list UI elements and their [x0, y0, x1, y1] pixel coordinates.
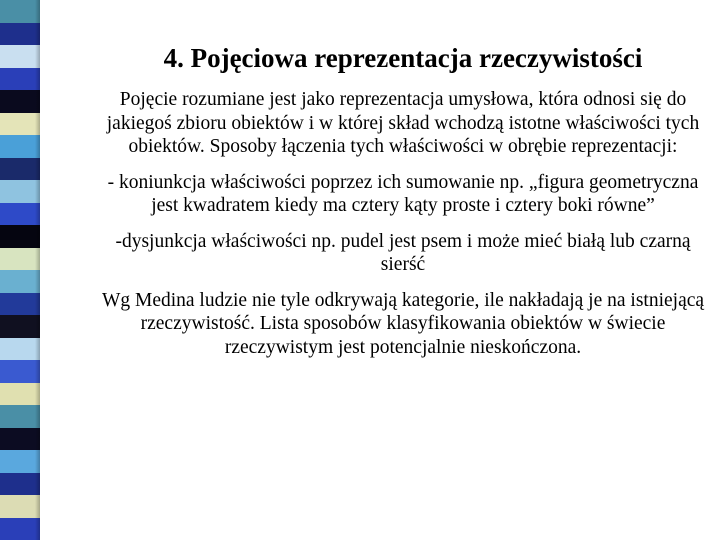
stripe-band	[0, 180, 40, 203]
stripe-band	[0, 405, 40, 428]
stripe-band	[0, 0, 40, 23]
stripe-band	[0, 68, 40, 91]
stripe-band	[0, 270, 40, 293]
stripe-band	[0, 315, 40, 338]
stripe-band	[0, 113, 40, 136]
paragraph-definition: Pojęcie rozumiane jest jako reprezentacja umysłowa, która odnosi się do jakiegoś zbioru obiektów i w której skład wchodzą istotne właściwości tych obiektów. Sposoby łączenia tych właściwości w obrębie reprezentacji:	[106, 89, 700, 157]
stripe-band	[0, 428, 40, 451]
stripe-band	[0, 45, 40, 68]
stripe-band	[0, 450, 40, 473]
stripe-band	[0, 360, 40, 383]
stripe-band	[0, 203, 40, 226]
stripe-shadow	[35, 0, 40, 540]
stripe-band	[0, 383, 40, 406]
stripe-band	[0, 225, 40, 248]
stripe-band	[0, 495, 40, 518]
stripe-band	[0, 518, 40, 540]
paragraph-conjunction: - koniunkcja właściwości poprzez ich sumowanie np. „figura geometryczna jest kwadratem kiedy ma cztery kąty proste i cztery boki równe”	[107, 171, 699, 216]
stripe-band	[0, 90, 40, 113]
stripe-band	[0, 473, 40, 496]
stripe-band	[0, 248, 40, 271]
stripe-band	[0, 135, 40, 158]
stripe-band	[0, 293, 40, 316]
paragraph-medin: Wg Medina ludzie nie tyle odkrywają kategorie, ile nakładają je na istniejącą rzeczywistość. Lista sposobów klasyfikowania obiektów w świecie rzeczywistym jest potencjalnie nieskończona.	[101, 289, 705, 358]
stripe-band	[0, 23, 40, 46]
paragraph-disjunction: -dysjunkcja właściwości np. pudel jest psem i może mieć białą lub czarną sierść	[115, 230, 691, 275]
stripe-band	[0, 338, 40, 361]
stripe-band	[0, 158, 40, 181]
slide-content	[92, 40, 714, 371]
slide-title: 4. Pojęciowa reprezentacja rzeczywistości	[163, 43, 643, 73]
decorative-stripe	[0, 0, 40, 540]
